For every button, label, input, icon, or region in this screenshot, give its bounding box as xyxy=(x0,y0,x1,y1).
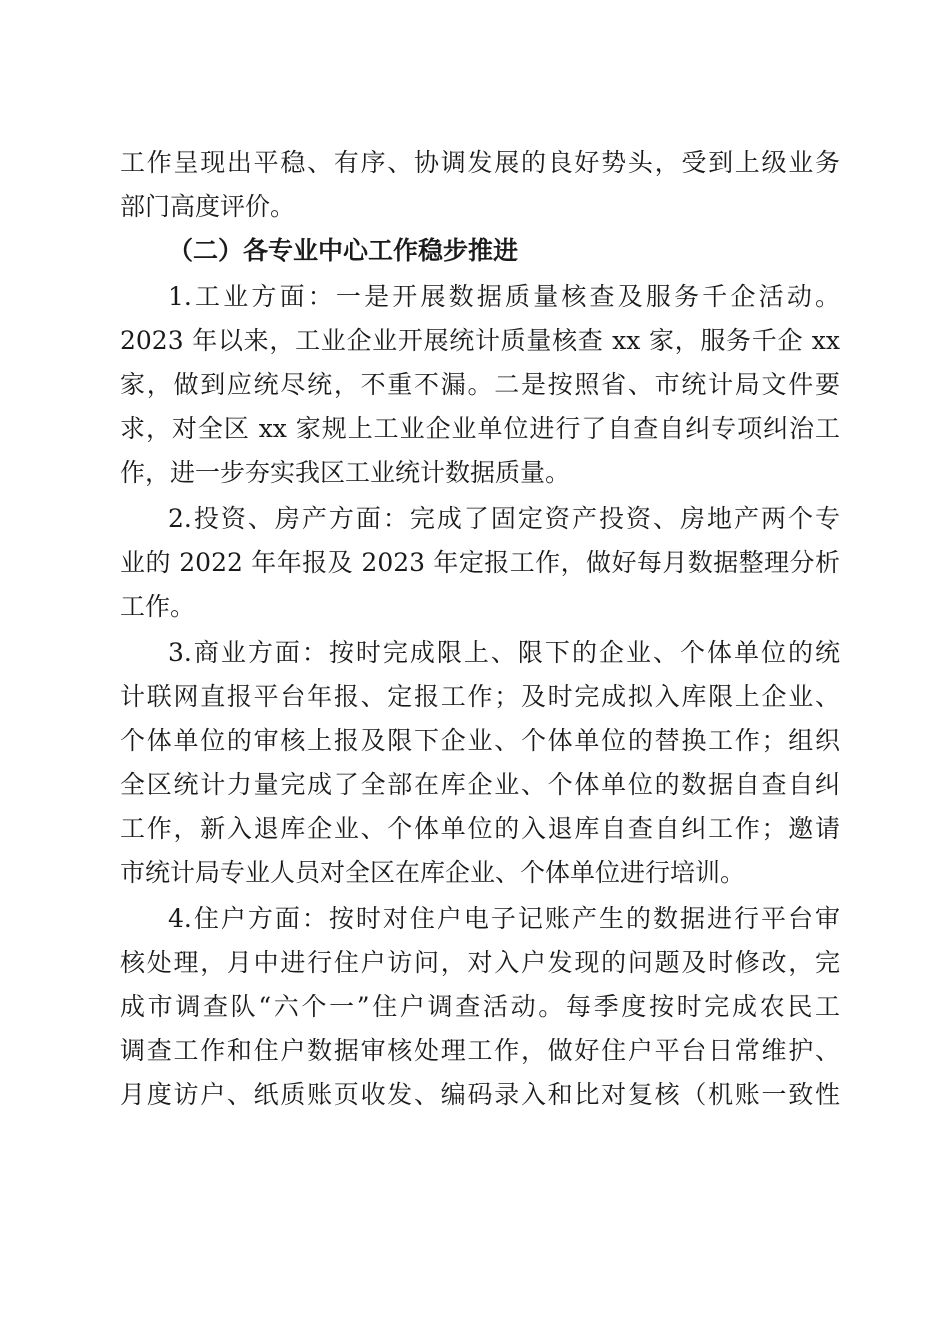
paragraph-line: 求，对全区 xx 家规上工业企业单位进行了自查自纠专项纠治工 xyxy=(120,414,840,443)
paragraph-line: 作，进一步夯实我区工业统计数据质量。 xyxy=(120,458,571,487)
paragraph-line: 家，做到应统尽统，不重不漏。二是按照省、市统计局文件要 xyxy=(120,370,840,399)
paragraph-line: 全区统计力量完成了全部在库企业、个体单位的数据自查自纠 xyxy=(120,770,840,799)
paragraph-line: 业的 2022 年年报及 2023 年定报工作，做好每月数据整理分析 xyxy=(120,548,840,577)
paragraph-line: 个体单位的审核上报及限下企业、个体单位的替换工作；组织 xyxy=(120,726,840,755)
paragraph-line: 核处理，月中进行住户访问，对入户发现的问题及时修改，完 xyxy=(120,948,840,977)
paragraph-line: 2023 年以来，工业企业开展统计质量核查 xx 家，服务千企 xx xyxy=(120,326,840,355)
paragraph-line: 4.住户方面：按时对住户电子记账产生的数据进行平台审 xyxy=(168,904,840,933)
paragraph-line: 计联网直报平台年报、定报工作；及时完成拟入库限上企业、 xyxy=(120,682,840,711)
paragraph-line: 工作。 xyxy=(120,592,196,621)
paragraph-line: 市统计局专业人员对全区在库企业、个体单位进行培训。 xyxy=(120,858,746,887)
paragraph-line: 部门高度评价。 xyxy=(120,192,296,221)
paragraph-line: 调查工作和住户数据审核处理工作，做好住户平台日常维护、 xyxy=(120,1036,840,1065)
section-heading: （二）各专业中心工作稳步推进 xyxy=(168,236,519,265)
paragraph-line: 2.投资、房产方面：完成了固定资产投资、房地产两个专 xyxy=(168,504,840,533)
paragraph-line: 3.商业方面：按时完成限上、限下的企业、个体单位的统 xyxy=(168,638,840,667)
paragraph-line: 工作呈现出平稳、有序、协调发展的良好势头，受到上级业务 xyxy=(120,148,840,177)
paragraph-line: 1.工业方面：一是开展数据质量核查及服务千企活动。 xyxy=(168,282,840,311)
paragraph-line: 月度访户、纸质账页收发、编码录入和比对复核（机账一致性 xyxy=(120,1080,840,1109)
paragraph-line: 成市调查队“六个一”住户调查活动。每季度按时完成农民工 xyxy=(120,992,840,1021)
paragraph-line: 工作，新入退库企业、个体单位的入退库自查自纠工作；邀请 xyxy=(120,814,840,843)
